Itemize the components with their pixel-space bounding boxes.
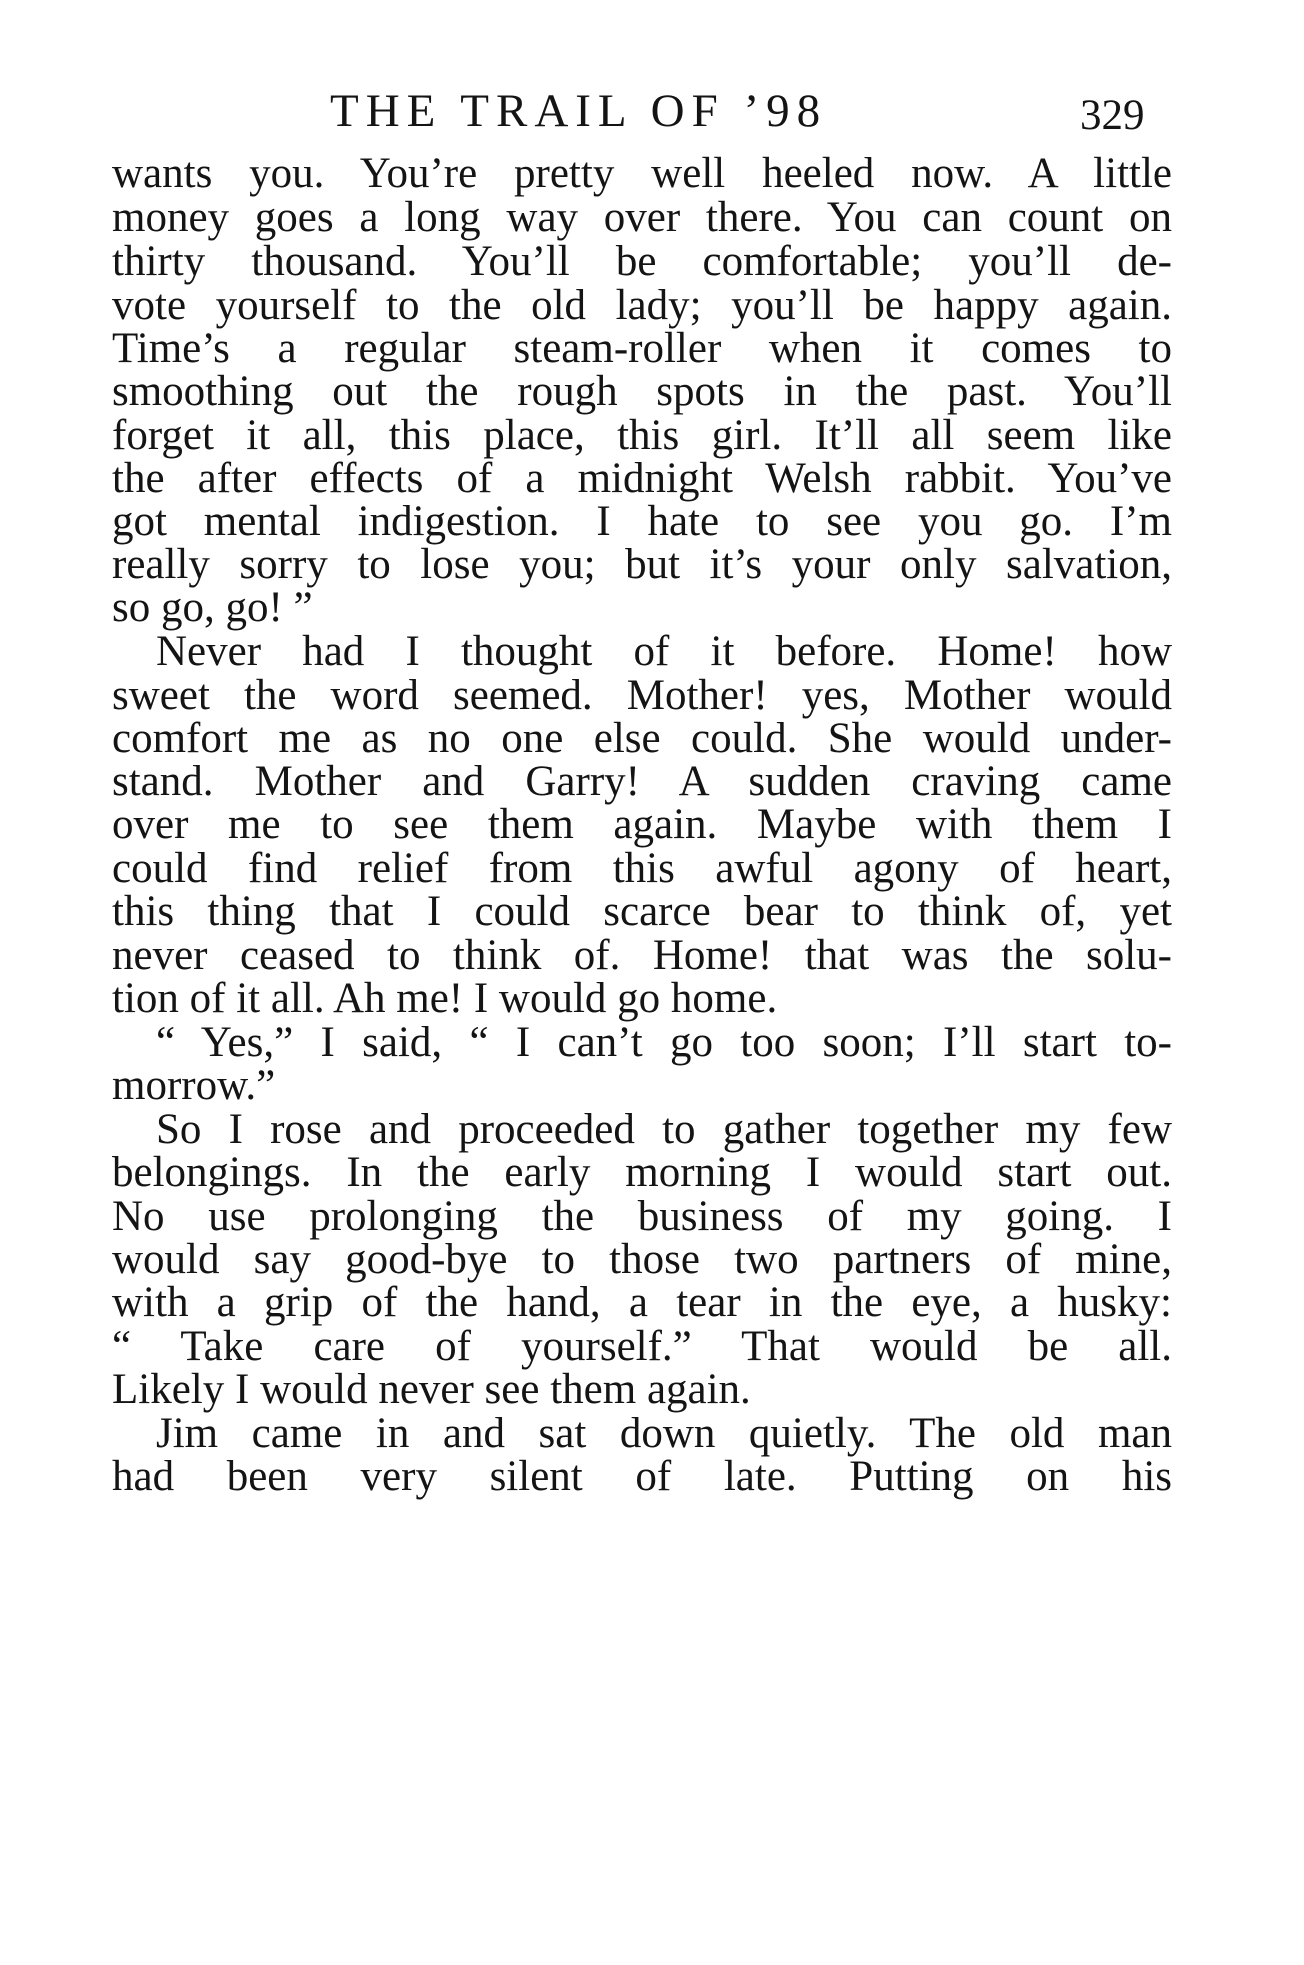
- text-line: had been very silent of late. Putting on his: [112, 1453, 1172, 1500]
- text-line: wants you. You’re pretty well heeled now. A little: [112, 150, 1172, 197]
- running-title: THE TRAIL OF ’98: [330, 85, 828, 137]
- text-line: “ Take care of yourself.” That would be all.: [112, 1323, 1172, 1370]
- text-line: could find relief from this awful agony of heart,: [112, 845, 1172, 892]
- text-line: over me to see them again. Maybe with them I: [112, 801, 1172, 848]
- text-line: would say good-bye to those two partners of mine,: [112, 1236, 1172, 1283]
- text-line: Jim came in and sat down quietly. The old man: [156, 1410, 1172, 1457]
- text-line: morrow.”: [112, 1062, 276, 1109]
- text-line: never ceased to think of. Home! that was the solu-: [112, 932, 1172, 979]
- text-line: stand. Mother and Garry! A sudden craving came: [112, 758, 1172, 805]
- text-line: vote yourself to the old lady; you’ll be happy again.: [112, 282, 1172, 329]
- text-line: got mental indigestion. I hate to see you go. I’m: [112, 498, 1172, 545]
- text-line: this thing that I could scarce bear to think of, yet: [112, 888, 1172, 935]
- text-line: No use prolonging the business of my going. I: [112, 1193, 1172, 1240]
- text-line: money goes a long way over there. You can count on: [112, 194, 1172, 241]
- text-line: really sorry to lose you; but it’s your only salvation,: [112, 541, 1172, 588]
- text-line: tion of it all. Ah me! I would go home.: [112, 975, 778, 1022]
- text-line: Time’s a regular steam-roller when it comes to: [112, 325, 1172, 372]
- text-line: “ Yes,” I said, “ I can’t go too soon; I’ll start to-: [156, 1019, 1172, 1066]
- text-line: Likely I would never see them again.: [112, 1366, 751, 1413]
- text-line: smoothing out the rough spots in the past. You’ll: [112, 368, 1172, 415]
- text-line: the after effects of a midnight Welsh rabbit. You’ve: [112, 455, 1172, 502]
- text-line: Never had I thought of it before. Home! how: [156, 628, 1172, 675]
- text-line: comfort me as no one else could. She would under-: [112, 715, 1172, 762]
- text-line: forget it all, this place, this girl. It’ll all seem like: [112, 412, 1172, 459]
- text-line: sweet the word seemed. Mother! yes, Mother would: [112, 672, 1172, 719]
- page-number: 329: [1080, 92, 1145, 139]
- text-line: belongings. In the early morning I would start out.: [112, 1149, 1172, 1196]
- text-line: thirty thousand. You’ll be comfortable; you’ll de-: [112, 238, 1172, 285]
- text-line: So I rose and proceeded to gather together my few: [156, 1106, 1172, 1153]
- text-line: so go, go! ”: [112, 584, 313, 631]
- text-line: with a grip of the hand, a tear in the eye, a husky:: [112, 1279, 1172, 1326]
